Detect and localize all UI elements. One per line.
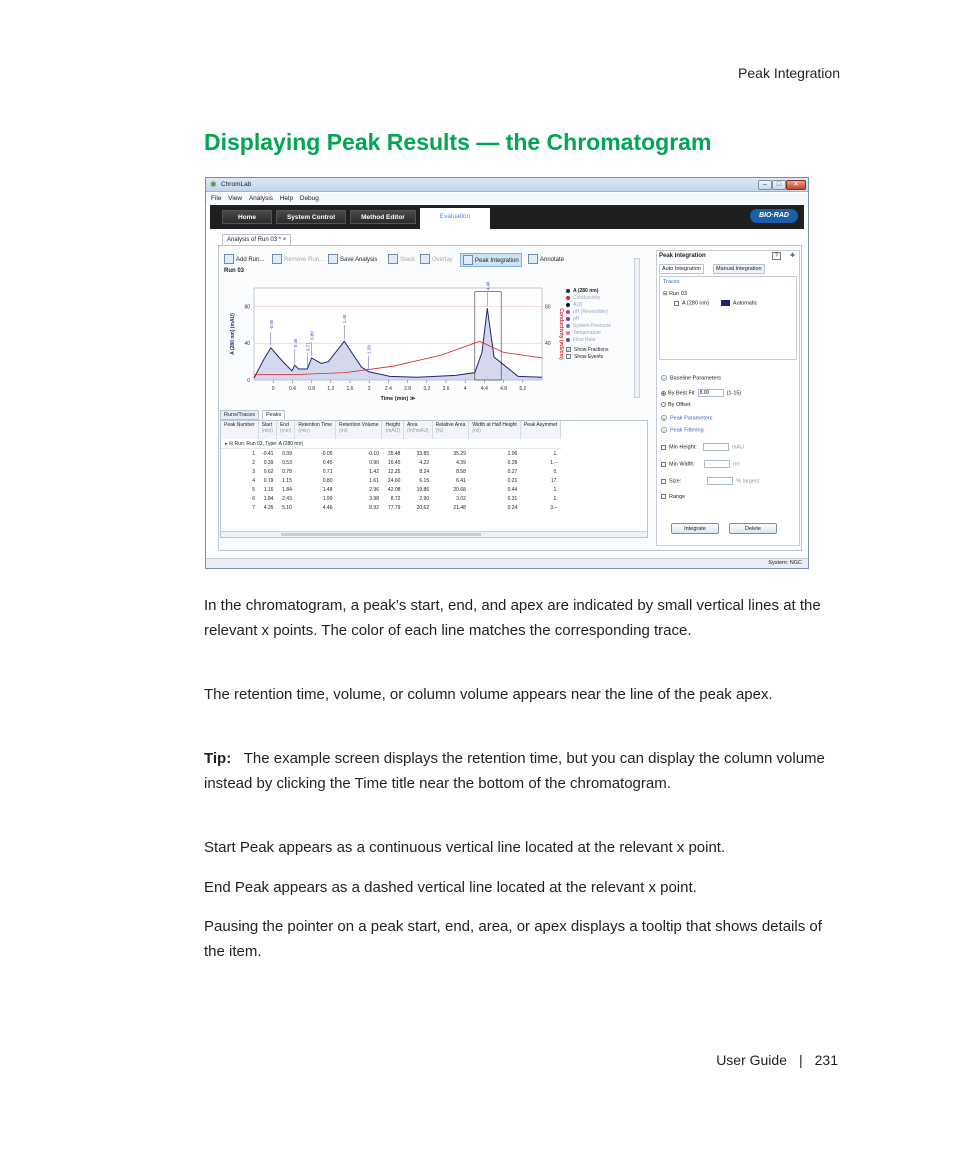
maximize-button[interactable]: □ xyxy=(772,180,786,190)
integrate-button[interactable]: Integrate xyxy=(671,523,719,534)
save-analysis-label: Save Analysis xyxy=(340,257,378,263)
y2-axis-label: Conductivity (mS/cm) xyxy=(558,308,564,360)
add-run-button[interactable] xyxy=(224,253,264,267)
paragraph-5: End Peak appears as a dashed vertical line located at the relevant x point. xyxy=(204,879,697,896)
table-cell: 0.53 xyxy=(282,459,292,466)
peak-integration-icon xyxy=(463,255,473,265)
x-tick-label: 1.2 xyxy=(327,386,335,392)
table-cell: 3.-- xyxy=(550,504,558,511)
column-unit: (min) xyxy=(261,428,273,434)
column-name: Height xyxy=(385,422,400,428)
table-cell: 1.61 xyxy=(369,477,379,484)
trace-legend xyxy=(566,288,611,361)
x-tick-label: 2.8 xyxy=(404,386,412,392)
help-icon[interactable]: ? xyxy=(772,252,781,260)
overlay-icon xyxy=(420,254,430,264)
scrollbar-thumb[interactable] xyxy=(281,533,481,536)
table-cell: 1 xyxy=(252,450,256,457)
menu-bar xyxy=(206,193,808,204)
checkbox-icon[interactable] xyxy=(661,445,666,450)
table-cell: 8.92 xyxy=(369,504,379,511)
table-cell: 1.99 xyxy=(322,495,333,502)
run-label: Run 03 xyxy=(224,268,245,274)
checkbox-checked-icon: ✓ xyxy=(567,347,571,353)
table-cell: 2 xyxy=(252,459,256,466)
peak-apex-label: 4.46 xyxy=(485,281,491,291)
table-cell: 1. xyxy=(553,486,558,493)
peak-filtering-section[interactable]: ^ Peak Filtering xyxy=(661,427,704,433)
status-bar xyxy=(206,558,808,568)
column-header[interactable] xyxy=(382,421,403,439)
table-cell: 21.48 xyxy=(453,504,466,511)
table-cell: 2.96 xyxy=(369,486,379,493)
doc-tab-label: Analysis of Run 03 * xyxy=(227,237,282,243)
table-cell: 5.10 xyxy=(282,504,292,511)
min-width-input[interactable] xyxy=(704,460,730,468)
x-tick-label: 1.6 xyxy=(346,386,354,392)
table-cell: 1.42 xyxy=(369,468,379,475)
column-name: End xyxy=(279,422,289,428)
size-input[interactable] xyxy=(707,477,733,485)
main-tab-bar xyxy=(210,205,804,229)
bio-rad-logo: BIO·RAD xyxy=(750,209,798,223)
legend-dot-icon xyxy=(566,310,570,314)
checkbox-checked-icon[interactable] xyxy=(674,301,679,306)
analysis-toolbar xyxy=(224,253,654,267)
legend-item[interactable]: Temperature xyxy=(566,330,611,337)
legend-dot-icon xyxy=(566,338,570,342)
legend-item[interactable]: System Pressure xyxy=(566,323,611,330)
table-cell: 3 xyxy=(252,468,256,475)
table-row[interactable] xyxy=(221,476,561,485)
checkbox-icon xyxy=(566,354,571,359)
column-header[interactable] xyxy=(258,421,276,439)
table-cell: -0.10 xyxy=(367,450,379,457)
table-cell: 24.60 xyxy=(387,477,401,484)
x-tick-label: 4.8 xyxy=(500,386,508,392)
peak-integration-button[interactable] xyxy=(460,253,522,267)
annotate-button[interactable] xyxy=(528,253,564,267)
table-cell: 17. xyxy=(550,477,558,484)
trace-row[interactable]: A (280 nm) Automatic xyxy=(674,300,757,306)
column-header[interactable] xyxy=(469,421,520,439)
table-cell: 4.35 xyxy=(263,504,274,511)
column-name: Relative Area xyxy=(435,422,466,428)
system-status: System: NGC xyxy=(768,560,802,566)
expand-icon: v xyxy=(663,416,665,421)
table-cell: 0.31 xyxy=(507,495,518,502)
legend-dot-icon xyxy=(566,289,570,293)
baseline-parameters-section[interactable]: ^ Baseline Parameters xyxy=(661,375,721,381)
peak-apex-label: 0.71 xyxy=(305,342,311,351)
column-name: Width at Half Height xyxy=(472,422,517,428)
paragraph-2: The retention time, volume, or column volume appears near the line of the peak apex. xyxy=(204,686,773,703)
y-tick-label: 40 xyxy=(244,341,250,348)
table-cell: -0.41 xyxy=(262,450,274,457)
table-cell: 0.62 xyxy=(263,468,274,475)
stack-icon xyxy=(388,254,398,264)
table-cell: 2.90 xyxy=(419,495,430,502)
column-header[interactable] xyxy=(336,421,382,439)
tip-paragraph xyxy=(204,746,844,796)
table-cell: 35.29 xyxy=(453,450,466,457)
paragraph-1: In the chromatogram, a peak’s start, end, and apex are indicated by small vertical lines at the relevant x points. The color of each line matches the corresponding trace. xyxy=(204,597,821,639)
table-row[interactable] xyxy=(221,485,561,494)
table-cell: 0.79 xyxy=(263,477,274,484)
table-cell: 0.24 xyxy=(507,504,518,511)
size-row[interactable]: Size: % largest xyxy=(661,477,759,485)
legend-dot-icon xyxy=(566,303,570,307)
table-cell: 1.16 xyxy=(263,486,274,493)
column-name: Retention Time xyxy=(298,422,332,428)
legend-dot-icon xyxy=(566,317,570,321)
table-cell: 7 xyxy=(252,504,256,511)
peak-results-table xyxy=(220,420,648,538)
min-height-input[interactable] xyxy=(703,443,729,451)
column-header[interactable] xyxy=(432,421,469,439)
x-tick-label: 4 xyxy=(463,386,467,392)
table-cell: 1. xyxy=(553,450,558,457)
x-tick-label: 0.8 xyxy=(308,386,316,392)
x-tick-label: 3.2 xyxy=(423,386,431,392)
running-head: Peak Integration xyxy=(738,65,840,81)
table-cell: 4 xyxy=(252,477,256,484)
collapse-icon: ^ xyxy=(661,427,667,433)
table-row[interactable] xyxy=(221,467,561,476)
table-cell: 6.15 xyxy=(419,477,430,484)
table-cell: 6.41 xyxy=(456,477,466,484)
remove-run-button[interactable] xyxy=(272,253,324,267)
legend-item[interactable]: pH (Reversible) xyxy=(566,309,611,316)
x-tick-label: 2.4 xyxy=(384,386,392,392)
table-cell: -0.05 xyxy=(321,450,333,457)
table-cell: 0.27 xyxy=(507,468,518,475)
paragraph-6: Pausing the pointer on a peak start, end, area, or apex displays a tooltip that shows details of the item. xyxy=(204,918,822,960)
table-cell: 0.80 xyxy=(322,477,333,484)
stack-label: Stack xyxy=(400,257,416,263)
column-unit: (ml) xyxy=(339,428,348,434)
legend-dot-icon xyxy=(566,296,570,300)
y2-tick-label: 80 xyxy=(545,304,551,311)
tab-peaks[interactable]: Peaks xyxy=(262,410,285,420)
x-tick-label: 0 xyxy=(271,386,275,392)
table-cell: 4.39 xyxy=(456,459,466,466)
table-cell: 0.78 xyxy=(282,468,292,475)
best-fit-input[interactable]: 8.00 xyxy=(698,389,724,397)
y-axis-label: A (280 nm) (mAU) xyxy=(230,313,236,355)
paragraph-4: Start Peak appears as a continuous vertical line located at the relevant x point. xyxy=(204,839,726,856)
tab-runs-traces[interactable]: Runs/Traces xyxy=(220,410,259,420)
legend-item[interactable]: A(2) xyxy=(566,302,611,309)
table-cell: 42.08 xyxy=(387,486,401,493)
overlay-button[interactable] xyxy=(420,253,453,267)
column-name: Start xyxy=(261,422,273,428)
min-width-row[interactable]: Min Width: ml xyxy=(661,460,739,468)
tab-manual-integration[interactable]: Manual Integration xyxy=(713,264,765,274)
tab-home[interactable]: Home xyxy=(222,210,272,224)
table-cell: 35.48 xyxy=(387,450,401,457)
table-group-row[interactable]: ▸ ⊟ Run: Run 03, Type: A (280 nm) xyxy=(221,439,561,449)
table-row[interactable] xyxy=(221,458,561,467)
table-header-row xyxy=(221,421,561,439)
column-unit: (%) xyxy=(435,428,444,434)
checkbox-icon[interactable] xyxy=(661,479,666,484)
table-cell: 0.90 xyxy=(369,459,379,466)
peak-integration-panel xyxy=(656,250,800,546)
table-horizontal-scrollbar[interactable] xyxy=(221,531,647,537)
table-cell: 1.15 xyxy=(282,477,292,484)
table-cell: 1.48 xyxy=(322,486,333,493)
table-cell: 19.86 xyxy=(416,486,430,493)
minimize-button[interactable]: – xyxy=(758,180,772,190)
table-cell: 12.25 xyxy=(387,468,401,475)
menu-debug[interactable]: Debug xyxy=(299,195,319,202)
add-run-label: Add Run... xyxy=(236,257,265,263)
min-height-row[interactable]: Min Height: mAU xyxy=(661,443,744,451)
x-tick-label: 0.4 xyxy=(288,386,296,392)
table-cell: 0.44 xyxy=(507,486,518,493)
menu-help[interactable]: Help xyxy=(279,195,294,202)
x-tick-label: 3.6 xyxy=(442,386,450,392)
table-cell: 8.24 xyxy=(419,468,430,475)
remove-run-icon xyxy=(272,254,282,264)
table-cell: 77.79 xyxy=(387,504,401,511)
table-cell: 33.85 xyxy=(416,450,430,457)
table-cell: 0.21 xyxy=(507,477,518,484)
y-tick-label: 80 xyxy=(244,304,250,311)
annotate-icon xyxy=(528,254,538,264)
column-unit: (mAU) xyxy=(385,428,400,434)
chromlab-screenshot xyxy=(205,177,809,569)
table-cell: 1.84 xyxy=(263,495,274,502)
column-unit: (ml*mAU) xyxy=(406,428,429,434)
table-cell: 8.72 xyxy=(390,495,401,502)
peak-integration-label: Peak Integration xyxy=(475,258,519,264)
column-name: Retention Volume xyxy=(339,422,379,428)
peak-apex-label: 0.80 xyxy=(309,331,315,340)
table-cell: 0.45 xyxy=(322,459,333,466)
tip-label: Tip: xyxy=(204,750,232,767)
plot-scrollbar[interactable] xyxy=(634,258,640,398)
app-name: ChromLab xyxy=(221,181,252,188)
radio-selected-icon[interactable] xyxy=(661,391,666,396)
close-button[interactable]: ✕ xyxy=(786,180,806,190)
y2-tick-label: 40 xyxy=(545,341,551,348)
column-header[interactable] xyxy=(403,421,432,439)
table-cell: 0.39 xyxy=(282,450,292,457)
collapse-icon: ^ xyxy=(661,375,667,381)
table-row[interactable] xyxy=(221,494,561,503)
overlay-label: Overlay xyxy=(432,257,453,263)
legend-dot-icon xyxy=(566,324,570,328)
x-tick-label: 2 xyxy=(367,386,371,392)
checkbox-icon[interactable] xyxy=(661,462,666,467)
window-titlebar xyxy=(206,178,808,192)
table-row[interactable] xyxy=(221,503,561,512)
legend-dot-icon xyxy=(566,331,570,335)
legend-item[interactable]: Flow Rate xyxy=(566,337,611,344)
tab-method-editor[interactable]: Method Editor xyxy=(350,210,416,224)
column-unit: (min) xyxy=(298,428,310,434)
table-cell: 1.-- xyxy=(550,459,558,466)
traces-box xyxy=(659,276,797,360)
legend-item[interactable]: Conductivity xyxy=(566,295,611,302)
table-cell: 20.62 xyxy=(416,504,430,511)
table-cell: 4.22 xyxy=(419,459,430,466)
table-cell: 8.58 xyxy=(456,468,466,475)
legend-item[interactable]: pH xyxy=(566,316,611,323)
table-cell: 0.28 xyxy=(507,459,518,466)
doc-tab-analysis[interactable] xyxy=(222,234,291,245)
x-axis-label: Time (min) ≫ xyxy=(380,396,416,402)
legend-item[interactable]: A (280 nm) xyxy=(566,288,611,295)
table-cell: 1.06 xyxy=(507,450,518,457)
menu-analysis[interactable]: Analysis xyxy=(248,195,274,202)
checkbox-icon[interactable] xyxy=(661,494,666,499)
table-cell: 3.02 xyxy=(456,495,466,502)
x-tick-label: 4.4 xyxy=(480,386,488,392)
app-icon: ✱ xyxy=(210,180,217,189)
peak-apex-label: 1.48 xyxy=(342,314,348,324)
column-name: Area xyxy=(406,422,418,428)
menu-file[interactable]: File xyxy=(211,195,222,202)
tab-auto-integration[interactable]: Auto Integration xyxy=(659,264,704,274)
column-header[interactable] xyxy=(221,421,258,439)
tab-system-control[interactable]: System Control xyxy=(276,210,346,224)
save-icon xyxy=(328,254,338,264)
table-cell: 0.39 xyxy=(263,459,274,466)
table-cell: 1. xyxy=(553,495,558,502)
peak-apex-label: -0.05 xyxy=(268,319,274,330)
page-number: 231 xyxy=(814,1052,838,1068)
traces-caption: Traces xyxy=(663,279,680,285)
footer-guide: User Guide xyxy=(716,1052,787,1068)
tip-text: The example screen displays the retention time, but you can display the column volume instead by clicking the Time title near the bottom of the chromatogram. xyxy=(204,750,825,792)
table-cell: 16.45 xyxy=(387,459,401,466)
by-best-fit-option[interactable]: By Best Fit 8.00 (1-15) xyxy=(661,389,741,397)
close-tab-icon[interactable]: × xyxy=(282,237,287,243)
table-row[interactable] xyxy=(221,449,561,458)
column-unit: (ml) xyxy=(472,428,481,434)
footer-separator: | xyxy=(799,1052,803,1068)
remove-run-label: Remove Run... xyxy=(284,257,325,263)
delete-button[interactable]: Delete xyxy=(729,523,777,534)
annotate-label: Annotate xyxy=(540,257,565,263)
add-run-icon xyxy=(224,254,234,264)
tab-evaluation[interactable]: Evaluation xyxy=(420,208,490,229)
panel-title: Peak Integration xyxy=(659,253,706,259)
table-cell: 0. xyxy=(553,468,558,475)
stack-button[interactable] xyxy=(388,253,415,267)
peak-apex-label: 1.99 xyxy=(366,344,372,354)
table-cell: 6 xyxy=(252,495,256,502)
range-row[interactable]: Range xyxy=(661,494,685,500)
table-cell: 1.84 xyxy=(282,486,292,493)
menu-view[interactable]: View xyxy=(228,195,243,202)
column-header[interactable] xyxy=(276,421,294,439)
page-footer xyxy=(716,1052,838,1068)
peak-apex-label: 0.45 xyxy=(292,338,298,348)
trace-tree-run[interactable]: ⊟ Run 03 xyxy=(663,291,687,297)
save-analysis-button[interactable] xyxy=(328,253,377,267)
column-unit: (min) xyxy=(279,428,292,434)
show-events-checkbox[interactable]: Show Events xyxy=(566,354,611,361)
table-cell: 0.71 xyxy=(322,468,333,475)
column-header[interactable] xyxy=(295,421,336,439)
column-name: Peak Asymmet xyxy=(523,422,558,428)
radio-icon[interactable] xyxy=(661,402,666,407)
table-cell: 2.43 xyxy=(282,495,292,502)
peak-parameters-section[interactable]: v Peak Parameters xyxy=(663,415,713,422)
column-header[interactable] xyxy=(520,421,560,439)
by-offset-option[interactable]: By Offset xyxy=(661,402,691,408)
table-cell: 4.46 xyxy=(322,504,333,511)
show-fractions-checkbox[interactable]: ✓ Show Fractions xyxy=(567,347,609,353)
pin-icon[interactable]: ✱ xyxy=(789,253,795,259)
page-title: Displaying Peak Results — the Chromatogram xyxy=(204,129,712,155)
column-name: Peak Number xyxy=(224,422,255,428)
table-cell: 5 xyxy=(252,486,256,493)
x-tick-label: 5.2 xyxy=(519,386,527,392)
table-cell: 3.98 xyxy=(369,495,379,502)
y-tick-label: 0 xyxy=(247,378,250,384)
trace-color-swatch xyxy=(721,300,730,306)
table-cell: 20.68 xyxy=(453,486,466,493)
